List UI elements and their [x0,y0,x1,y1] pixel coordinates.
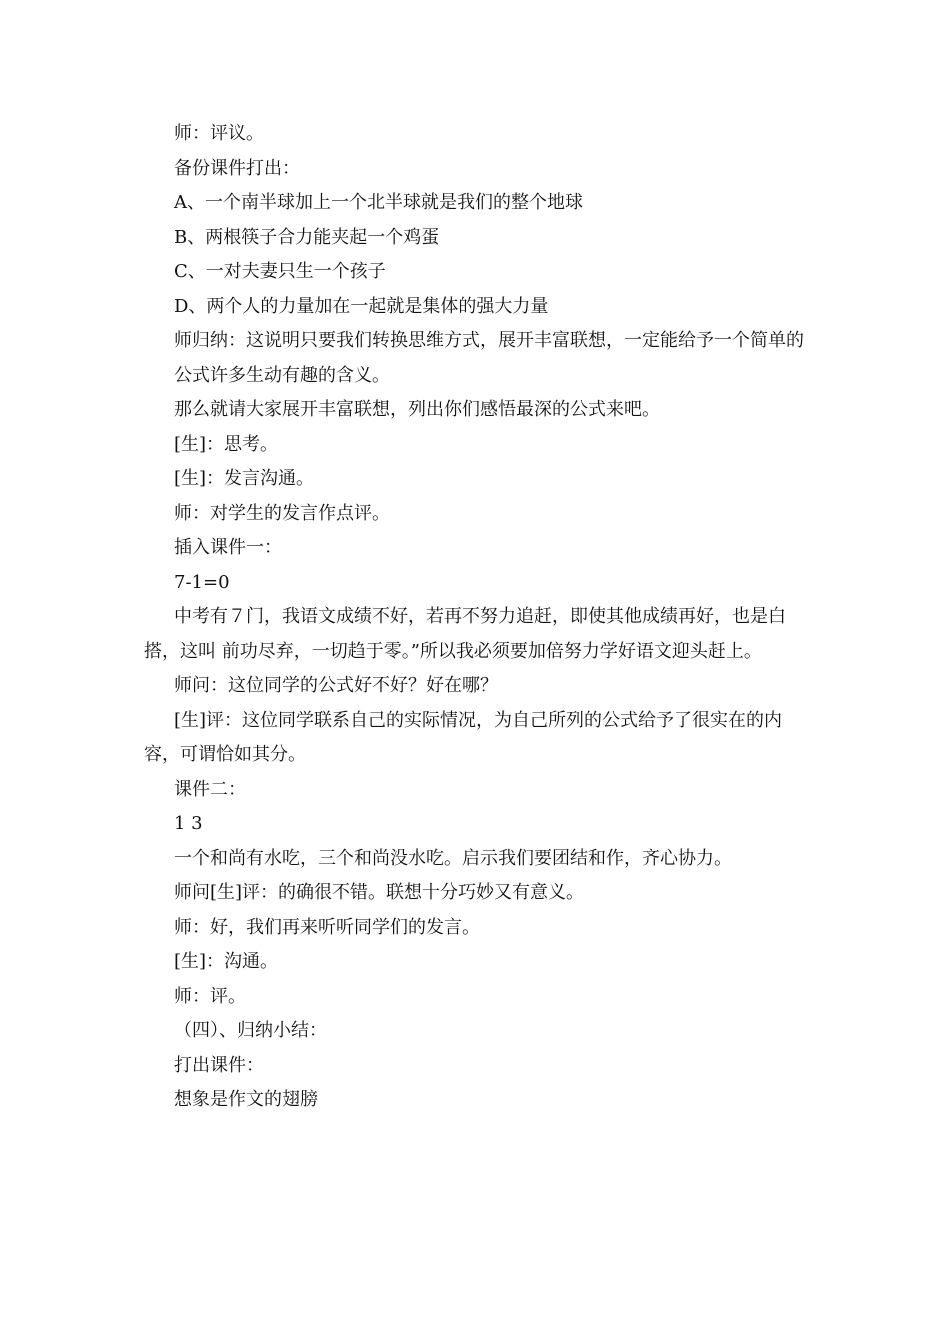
paragraph: 公式许多生动有趣的含义。 [174,364,390,386]
paragraph: 插入课件一： [174,537,282,558]
paragraph: [生]：沟通。 [174,951,279,972]
paragraph: 师：对学生的发言作点评。 [174,502,390,524]
paragraph: 想象是作文的翅膀 [174,1089,318,1110]
paragraph: 那么就请大家展开丰富联想，列出你们感悟最深的公式来吧。 [174,399,660,420]
option-c: C、一对夫妻只生一个孩子 [174,261,386,282]
paragraph: 打出课件： [174,1054,264,1076]
paragraph: [生]：思考。 [174,433,279,455]
paragraph: 师：评。 [174,985,246,1007]
paragraph: 师：评议。 [174,123,264,144]
paragraph: [生]：发言沟通。 [174,468,315,489]
option-d: D、两个人的力量加在一起就是集体的强大力量 [174,295,549,317]
paragraph: 备份课件打出： [174,157,300,179]
formula: 1 3 [174,813,203,834]
paragraph: 课件二： [174,778,246,800]
formula: 7-1=0 [174,571,230,593]
option-a: A、一个南半球加上一个北半球就是我们的整个地球 [174,192,583,213]
paragraph: 一个和尚有水吃，三个和尚没水吃。启示我们要团结和作，齐心协力。 [174,847,732,869]
paragraph: 中考有７门，我语文成绩不好，若再不努力追赶，即使其他成绩再好，也是白搭，这叫 前功尽弃，一切趋于零。”所以我必须要加倍努力学好语文迎头赶上。 [144,606,786,662]
paragraph: 师问[生]评：的确很不错。联想十分巧妙又有意义。 [174,882,585,903]
section-heading: （四）、归纳小结： [174,1020,327,1041]
paragraph: 师归纳：这说明只要我们转换思维方式，展开丰富联想，一定能给予一个简单的 [174,330,804,351]
option-b: B、两根筷子合力能夹起一个鸡蛋 [174,226,440,248]
paragraph: 师问：这位同学的公式好不好？好在哪？ [174,675,498,696]
paragraph: 师：好，我们再来听听同学们的发言。 [174,916,480,938]
paragraph: [生]评：这位同学联系自己的实际情况，为自己所列的公式给予了很实在的内容，可谓恰如其分。 [144,709,783,765]
document-body [144,117,809,1118]
